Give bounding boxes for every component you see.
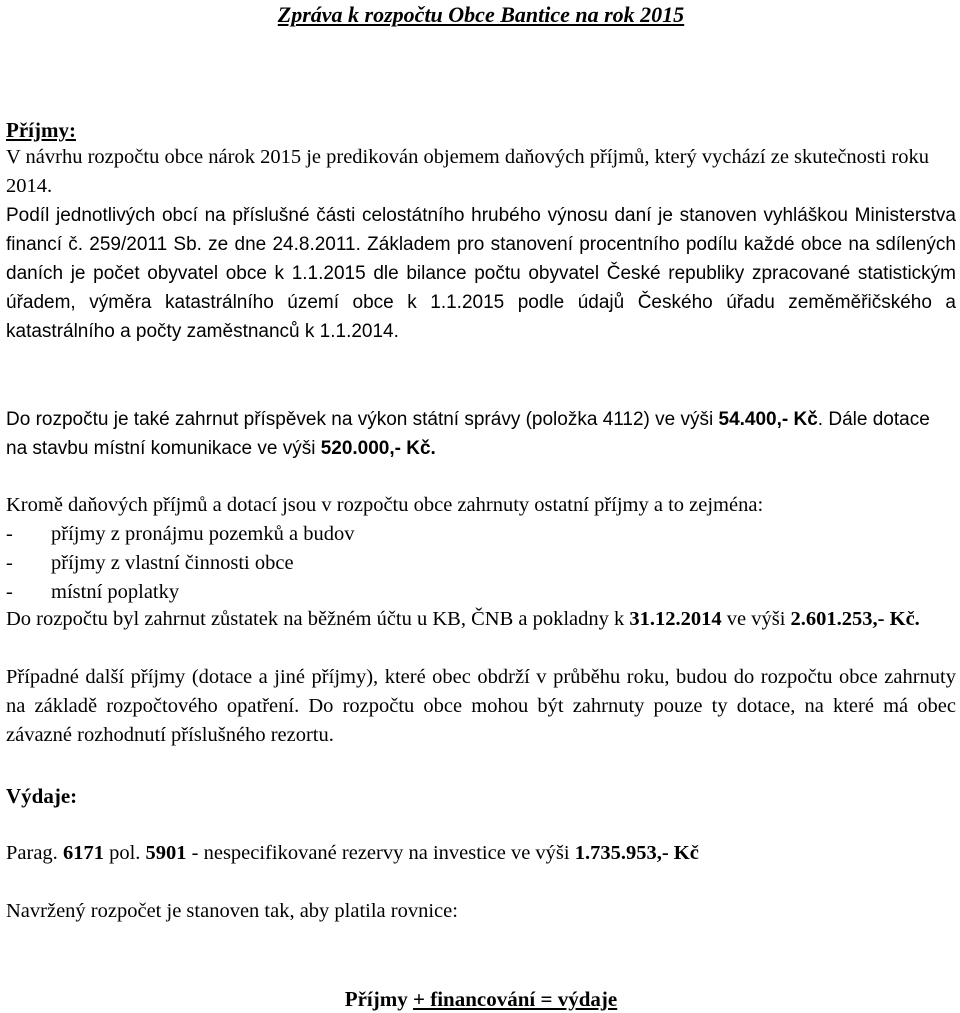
reserve-amount: 1.735.953,- Kč bbox=[574, 842, 699, 864]
other-income-intro: Kromě daňových příjmů a dotací jsou v rozpočtu obce zahrnuty ostatní příjmy a to zejména: bbox=[6, 494, 764, 516]
page-title: Zpráva k rozpočtu Obce Bantice na rok 2015 bbox=[277, 2, 685, 27]
income-paragraph-3 bbox=[6, 405, 956, 463]
income-paragraph-2 bbox=[6, 201, 956, 346]
budget-equation: Příjmy + financování = výdaje bbox=[344, 987, 618, 1011]
income-paragraph-2-part-1: Podíl jednotlivých obcí na příslušné části celostátního hrubého výnosu daní je stanoven vyhláškou Ministerstva financí č. 259/2011 Sb. ze dne 24.8.2011. bbox=[6, 205, 956, 255]
balance-text: Do rozpočtu byl zahrnut zůstatek na běžném účtu u KB, ČNB a pokladny k bbox=[6, 608, 630, 630]
balance-paragraph bbox=[6, 605, 956, 634]
contribution-text: Do rozpočtu je také zahrnut příspěvek na výkon státní správy (položka 4112) ve výši bbox=[6, 409, 719, 430]
balance-equation-intro: Navržený rozpočet je stanoven tak, aby platila rovnice: bbox=[6, 900, 458, 922]
other-income-list bbox=[6, 520, 956, 607]
list-item: - příjmy z vlastní činnosti obce bbox=[6, 552, 294, 574]
other-grants-paragraph: Případné další příjmy (dotace a jiné příjmy), které obec obdrží v průběhu roku, budou do rozpočtu obce zahrnuty na základě rozpočtového opatření. Do rozpočtu obce mohou být zahrnuty pouze ty dotace, na které má obec závazné rozhodnutí příslušného rezortu. bbox=[6, 666, 956, 746]
plus-sign: + bbox=[413, 987, 425, 1011]
income-paragraph-2-part-2: Základem pro stanovení procentního podílu každé obce na sdílených daních je počet obyvatel obce k 1.1.2015 dle bilance počtu obyvatel České republiky zpracované statistickým úřadem, výměra katastrálního území obce k 1.1.2015 podle údajů Českého úřadu zeměměřičského a katastrálního a počty zaměstnanců k 1.1.2014. bbox=[6, 234, 956, 342]
income-heading: Příjmy: bbox=[6, 118, 76, 142]
balance-text-2: ve výši bbox=[721, 608, 791, 630]
road-grant-text: . Dále dotace na stavbu místní komunikace ve výši bbox=[6, 409, 930, 459]
list-item: - místní poplatky bbox=[6, 581, 180, 603]
expense-line: Parag. 6171 pol. 5901 - nespecifikované rezervy na investice ve výši 1.735.953,- Kč bbox=[6, 842, 699, 864]
paragraph-number: 6171 bbox=[62, 842, 104, 864]
contribution-amount: 54.400,- Kč bbox=[718, 409, 818, 430]
road-grant-amount: 520.000,- Kč. bbox=[320, 438, 436, 459]
item-number: 5901 bbox=[145, 842, 187, 864]
income-paragraph-1: V návrhu rozpočtu obce nárok 2015 je predikován objemem daňových příjmů, který vychází ze skutečnosti roku 2014. bbox=[6, 146, 929, 197]
expenses-heading: Výdaje: bbox=[6, 784, 78, 808]
list-item: - příjmy z pronájmu pozemků a budov bbox=[6, 523, 355, 545]
balance-date: 31.12.2014 bbox=[629, 608, 722, 630]
balance-amount: 2.601.253,- Kč. bbox=[790, 608, 920, 630]
